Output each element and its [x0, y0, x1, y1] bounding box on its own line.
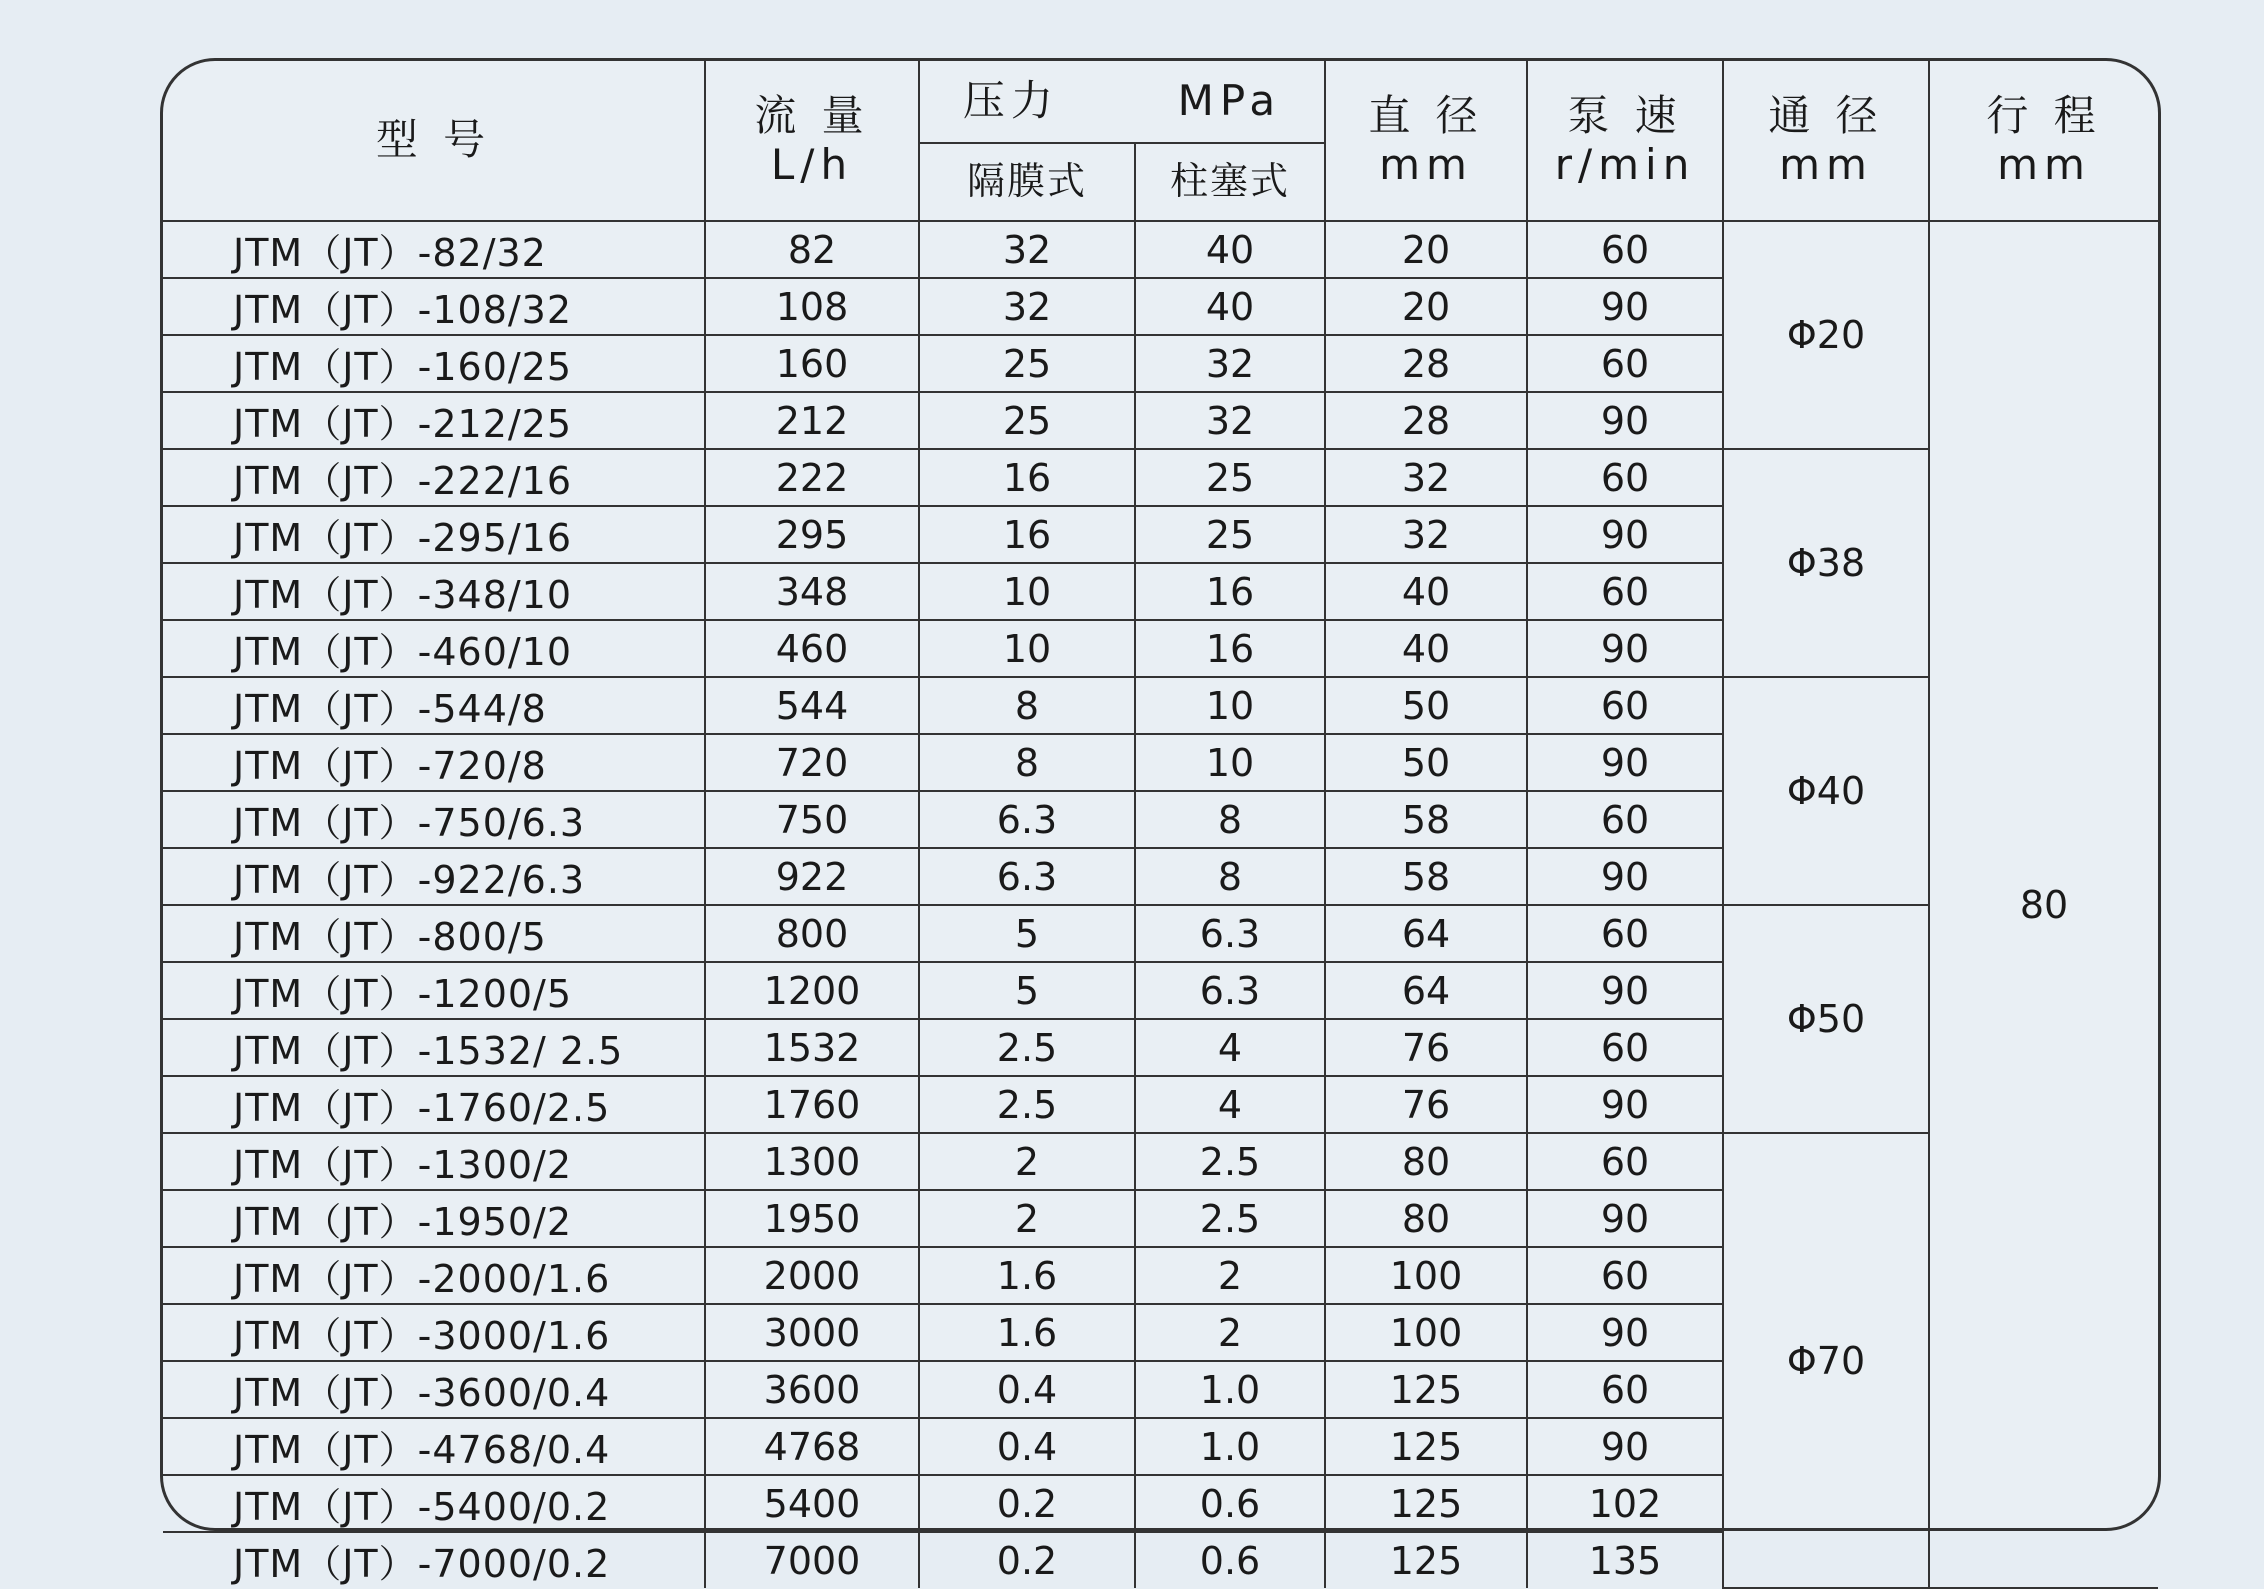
header-diameter-unit: mm	[1379, 139, 1473, 189]
cell-speed: 60	[1527, 335, 1723, 392]
cell-speed: 60	[1527, 1247, 1723, 1304]
header-pressure	[919, 61, 1325, 143]
cell-flow: 108	[705, 278, 919, 335]
cell-diameter: 50	[1325, 677, 1527, 734]
cell-plunger: 8	[1135, 848, 1325, 905]
cell-model: JTM（JT）-2000/1.6	[163, 1247, 705, 1304]
cell-diameter: 100	[1325, 1304, 1527, 1361]
cell-diaphragm: 2.5	[919, 1076, 1135, 1133]
header-pressure-label: 压力	[962, 76, 1059, 126]
cell-diaphragm: 25	[919, 335, 1135, 392]
cell-model: JTM（JT）-720/8	[163, 734, 705, 791]
cell-diameter: 58	[1325, 791, 1527, 848]
header-bore-label: 通 径	[1768, 91, 1884, 141]
cell-model: JTM（JT）-295/16	[163, 506, 705, 563]
cell-diaphragm: 0.2	[919, 1475, 1135, 1532]
cell-model: JTM（JT）-1300/2	[163, 1133, 705, 1190]
cell-speed: 90	[1527, 278, 1723, 335]
cell-plunger: 2.5	[1135, 1190, 1325, 1247]
cell-flow: 922	[705, 848, 919, 905]
cell-model: JTM（JT）-922/6.3	[163, 848, 705, 905]
cell-diameter: 125	[1325, 1532, 1527, 1588]
cell-model: JTM（JT）-160/25	[163, 335, 705, 392]
cell-speed: 90	[1527, 1076, 1723, 1133]
spec-table-card	[160, 58, 2161, 1586]
cell-model: JTM（JT）-1200/5	[163, 962, 705, 1019]
cell-plunger: 6.3	[1135, 905, 1325, 962]
cell-model: JTM（JT）-750/6.3	[163, 791, 705, 848]
cell-flow: 460	[705, 620, 919, 677]
header-flow-label: 流 量	[754, 91, 870, 141]
cell-plunger: 25	[1135, 449, 1325, 506]
cell-bore: Φ38	[1723, 449, 1929, 677]
cell-plunger: 0.6	[1135, 1475, 1325, 1532]
table-row	[163, 449, 2158, 506]
header-diameter	[1325, 61, 1527, 221]
cell-model: JTM（JT）-544/8	[163, 677, 705, 734]
cell-flow: 1950	[705, 1190, 919, 1247]
cell-speed: 60	[1527, 791, 1723, 848]
cell-flow: 3600	[705, 1361, 919, 1418]
cell-diameter: 28	[1325, 392, 1527, 449]
cell-model: JTM（JT）-800/5	[163, 905, 705, 962]
cell-diaphragm: 2	[919, 1133, 1135, 1190]
cell-diameter: 20	[1325, 221, 1527, 278]
cell-flow: 3000	[705, 1304, 919, 1361]
cell-speed: 60	[1527, 1019, 1723, 1076]
cell-model: JTM（JT）-1950/2	[163, 1190, 705, 1247]
cell-speed: 60	[1527, 221, 1723, 278]
cell-model: JTM（JT）-5400/0.2	[163, 1475, 705, 1532]
cell-plunger: 4	[1135, 1076, 1325, 1133]
cell-diaphragm: 16	[919, 449, 1135, 506]
cell-flow: 222	[705, 449, 919, 506]
cell-diameter: 80	[1325, 1133, 1527, 1190]
cell-plunger: 2	[1135, 1247, 1325, 1304]
cell-diameter: 125	[1325, 1475, 1527, 1532]
cell-flow: 544	[705, 677, 919, 734]
cell-diameter: 76	[1325, 1019, 1527, 1076]
cell-diameter: 125	[1325, 1361, 1527, 1418]
cell-flow: 348	[705, 563, 919, 620]
header-diameter-label: 直 径	[1368, 91, 1484, 141]
cell-plunger: 10	[1135, 734, 1325, 791]
cell-diaphragm: 10	[919, 620, 1135, 677]
cell-speed: 90	[1527, 962, 1723, 1019]
cell-diameter: 64	[1325, 905, 1527, 962]
cell-diameter: 20	[1325, 278, 1527, 335]
cell-plunger: 1.0	[1135, 1418, 1325, 1475]
cell-plunger: 40	[1135, 278, 1325, 335]
cell-diaphragm: 8	[919, 734, 1135, 791]
cell-model: JTM（JT）-82/32	[163, 221, 705, 278]
cell-diameter: 40	[1325, 620, 1527, 677]
cell-flow: 295	[705, 506, 919, 563]
cell-speed: 60	[1527, 677, 1723, 734]
pump-spec-table	[163, 61, 2158, 1589]
cell-plunger: 16	[1135, 620, 1325, 677]
cell-diaphragm: 32	[919, 221, 1135, 278]
cell-speed: 90	[1527, 734, 1723, 791]
cell-flow: 212	[705, 392, 919, 449]
cell-speed: 90	[1527, 506, 1723, 563]
cell-model: JTM（JT）-3600/0.4	[163, 1361, 705, 1418]
cell-flow: 160	[705, 335, 919, 392]
cell-flow: 720	[705, 734, 919, 791]
cell-diaphragm: 5	[919, 905, 1135, 962]
cell-bore: Φ50	[1723, 905, 1929, 1133]
header-bore	[1723, 61, 1929, 221]
cell-speed: 90	[1527, 620, 1723, 677]
cell-bore: Φ70	[1723, 1133, 1929, 1588]
cell-plunger: 0.6	[1135, 1532, 1325, 1588]
cell-speed: 102	[1527, 1475, 1723, 1532]
cell-speed: 60	[1527, 449, 1723, 506]
cell-diameter: 28	[1325, 335, 1527, 392]
cell-model: JTM（JT）-7000/0.2	[163, 1532, 705, 1588]
cell-diameter: 64	[1325, 962, 1527, 1019]
cell-diaphragm: 1.6	[919, 1247, 1135, 1304]
cell-model: JTM（JT）-1760/2.5	[163, 1076, 705, 1133]
cell-plunger: 4	[1135, 1019, 1325, 1076]
cell-diaphragm: 16	[919, 506, 1135, 563]
cell-flow: 7000	[705, 1532, 919, 1588]
header-speed-unit: r/min	[1554, 139, 1696, 189]
cell-diameter: 80	[1325, 1190, 1527, 1247]
header-model-label: 型 号	[375, 115, 492, 165]
cell-speed: 60	[1527, 905, 1723, 962]
cell-plunger: 2	[1135, 1304, 1325, 1361]
cell-diaphragm: 0.2	[919, 1532, 1135, 1588]
cell-flow: 1532	[705, 1019, 919, 1076]
table-row	[163, 905, 2158, 962]
header-diaphragm-label: 隔膜式	[966, 159, 1087, 204]
header-pressure-unit: MPa	[1177, 76, 1282, 126]
cell-speed: 90	[1527, 392, 1723, 449]
cell-speed: 135	[1527, 1532, 1723, 1588]
cell-model: JTM（JT）-212/25	[163, 392, 705, 449]
cell-diaphragm: 0.4	[919, 1418, 1135, 1475]
cell-bore: Φ20	[1723, 221, 1929, 449]
cell-diameter: 100	[1325, 1247, 1527, 1304]
cell-plunger: 16	[1135, 563, 1325, 620]
cell-flow: 82	[705, 221, 919, 278]
cell-diaphragm: 32	[919, 278, 1135, 335]
header-speed	[1527, 61, 1723, 221]
header-plunger	[1135, 143, 1325, 221]
cell-model: JTM（JT）-4768/0.4	[163, 1418, 705, 1475]
cell-model: JTM（JT）-460/10	[163, 620, 705, 677]
cell-plunger: 32	[1135, 335, 1325, 392]
cell-speed: 90	[1527, 1304, 1723, 1361]
cell-diaphragm: 1.6	[919, 1304, 1135, 1361]
cell-flow: 4768	[705, 1418, 919, 1475]
cell-flow: 1300	[705, 1133, 919, 1190]
cell-plunger: 25	[1135, 506, 1325, 563]
cell-speed: 90	[1527, 848, 1723, 905]
cell-flow: 1200	[705, 962, 919, 1019]
cell-diaphragm: 6.3	[919, 791, 1135, 848]
cell-plunger: 10	[1135, 677, 1325, 734]
cell-plunger: 40	[1135, 221, 1325, 278]
header-stroke	[1929, 61, 2158, 221]
header-stroke-unit: mm	[1997, 139, 2091, 189]
cell-diameter: 58	[1325, 848, 1527, 905]
header-bore-unit: mm	[1779, 139, 1873, 189]
cell-diameter: 76	[1325, 1076, 1527, 1133]
cell-bore: Φ40	[1723, 677, 1929, 905]
cell-diaphragm: 0.4	[919, 1361, 1135, 1418]
header-flow	[705, 61, 919, 221]
cell-diameter: 125	[1325, 1418, 1527, 1475]
cell-speed: 60	[1527, 563, 1723, 620]
cell-model: JTM（JT）-1532/ 2.5	[163, 1019, 705, 1076]
cell-diaphragm: 5	[919, 962, 1135, 1019]
cell-flow: 1760	[705, 1076, 919, 1133]
header-flow-unit: L/h	[770, 139, 854, 189]
header-model	[163, 61, 705, 221]
cell-plunger: 6.3	[1135, 962, 1325, 1019]
cell-diaphragm: 10	[919, 563, 1135, 620]
cell-speed: 60	[1527, 1133, 1723, 1190]
cell-plunger: 2.5	[1135, 1133, 1325, 1190]
cell-diaphragm: 25	[919, 392, 1135, 449]
cell-diameter: 32	[1325, 449, 1527, 506]
cell-flow: 750	[705, 791, 919, 848]
cell-plunger: 8	[1135, 791, 1325, 848]
header-stroke-label: 行 程	[1986, 91, 2102, 141]
cell-plunger: 32	[1135, 392, 1325, 449]
cell-diameter: 32	[1325, 506, 1527, 563]
cell-diameter: 40	[1325, 563, 1527, 620]
table-row	[163, 677, 2158, 734]
cell-diaphragm: 6.3	[919, 848, 1135, 905]
cell-flow: 2000	[705, 1247, 919, 1304]
cell-model: JTM（JT）-3000/1.6	[163, 1304, 705, 1361]
cell-diaphragm: 2	[919, 1190, 1135, 1247]
header-speed-label: 泵 速	[1567, 91, 1683, 141]
cell-speed: 90	[1527, 1190, 1723, 1247]
cell-diameter: 50	[1325, 734, 1527, 791]
cell-model: JTM（JT）-222/16	[163, 449, 705, 506]
table-row	[163, 1133, 2158, 1190]
header-plunger-label: 柱塞式	[1169, 159, 1290, 204]
cell-diaphragm: 8	[919, 677, 1135, 734]
cell-model: JTM（JT）-348/10	[163, 563, 705, 620]
cell-stroke: 80	[1929, 221, 2158, 1588]
cell-diaphragm: 2.5	[919, 1019, 1135, 1076]
cell-speed: 60	[1527, 1361, 1723, 1418]
cell-flow: 800	[705, 905, 919, 962]
table-row	[163, 221, 2158, 278]
spec-table-body	[163, 221, 2158, 1588]
header-diaphragm	[919, 143, 1135, 221]
cell-flow: 5400	[705, 1475, 919, 1532]
cell-speed: 90	[1527, 1418, 1723, 1475]
cell-plunger: 1.0	[1135, 1361, 1325, 1418]
cell-model: JTM（JT）-108/32	[163, 278, 705, 335]
